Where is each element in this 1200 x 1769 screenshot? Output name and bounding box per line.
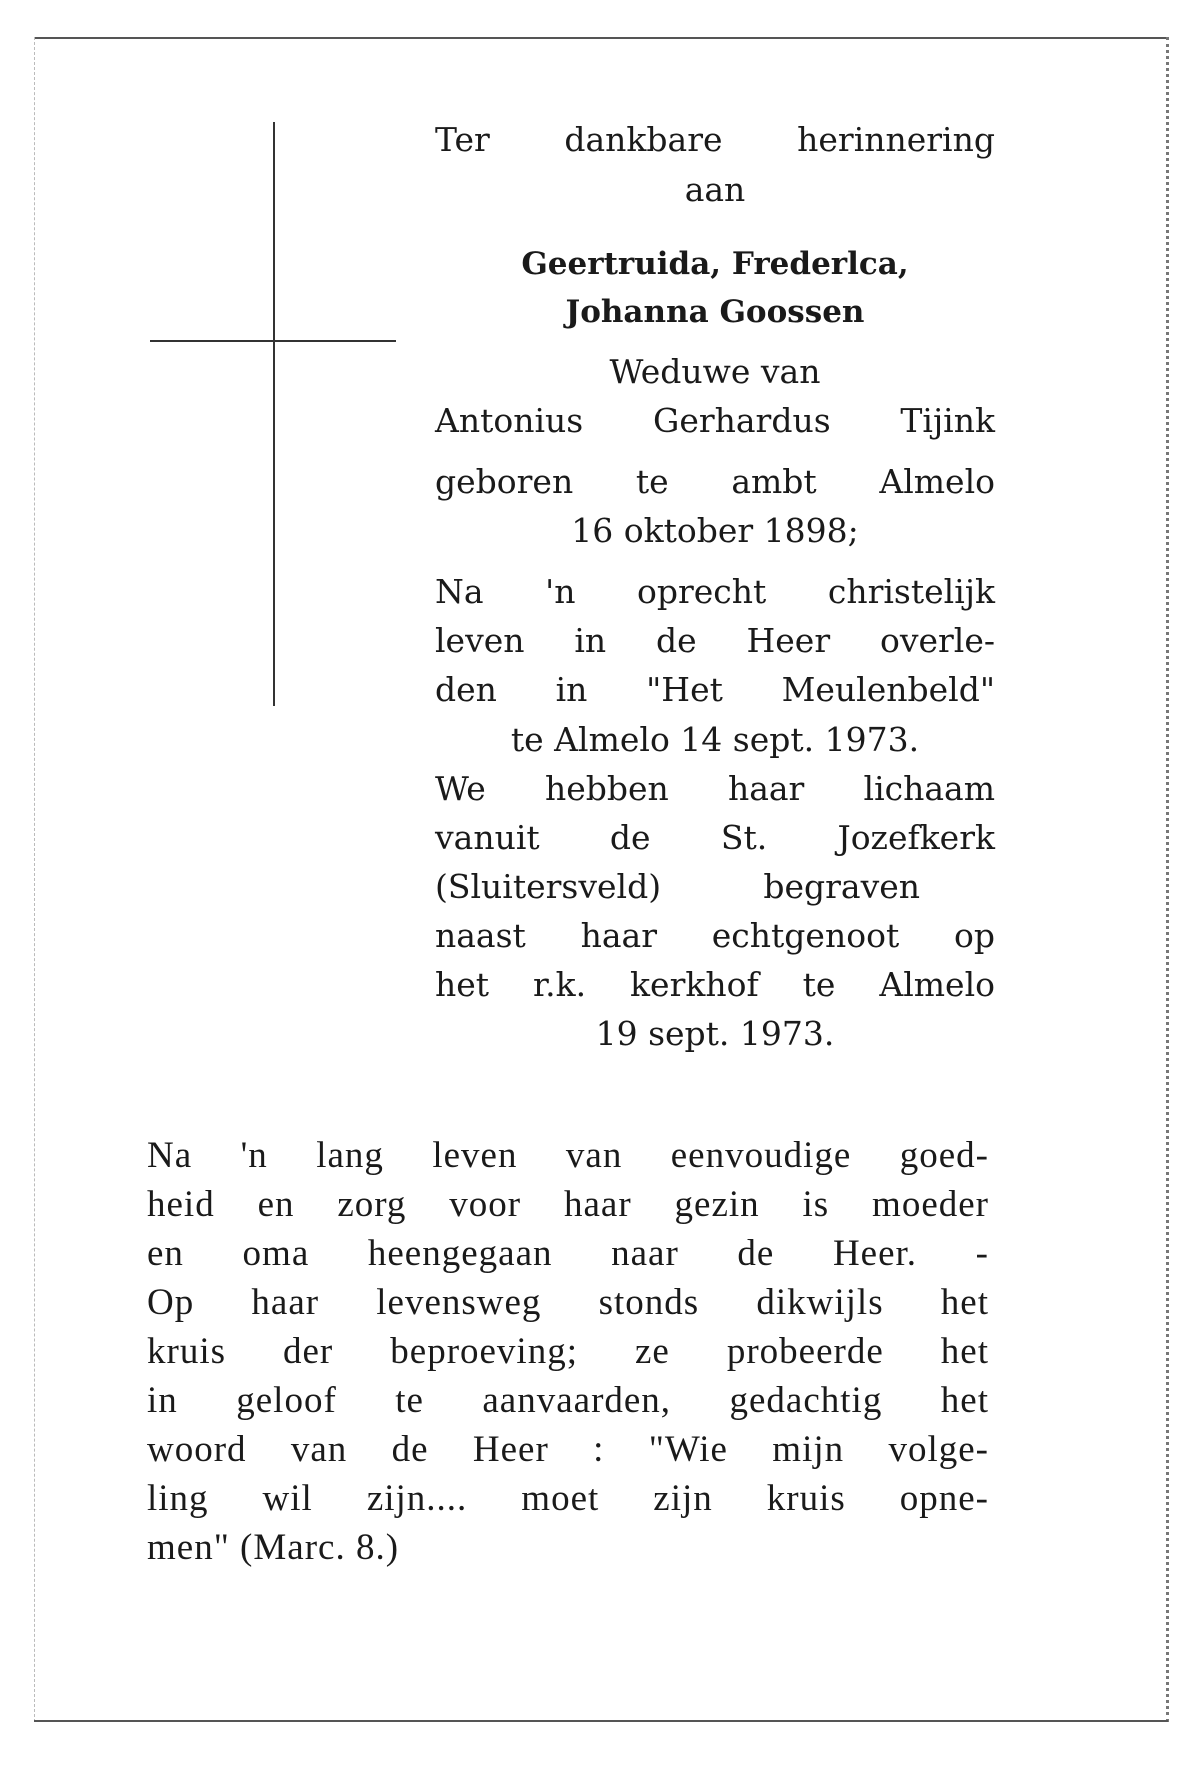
tribute-line: men" (Marc. 8.) <box>147 1527 400 1568</box>
birth-line: geboren te ambt Almelo <box>435 462 995 501</box>
tribute-line: ling wil zijn.... moet zijn kruis opne- <box>147 1478 989 1519</box>
card-border-bottom <box>34 1720 1168 1722</box>
card-border-right <box>1166 37 1169 1722</box>
tribute-line: en oma heengegaan naar de Heer. - <box>147 1233 989 1274</box>
tribute-line: heid en zorg voor haar gezin is moeder <box>147 1184 989 1225</box>
tribute-line: woord van de Heer : "Wie mijn volge- <box>147 1429 989 1470</box>
burial-line: (Sluitersveld) begraven <box>435 867 920 906</box>
tribute-line: Op haar levensweg stonds dikwijls het <box>147 1282 989 1323</box>
burial-line: het r.k. kerkhof te Almelo <box>435 965 995 1004</box>
card-border-left <box>34 37 35 1722</box>
card-border-top <box>34 37 1168 39</box>
birth-date: 16 oktober 1898; <box>571 511 859 550</box>
deceased-name: Geertruida, Frederlca, <box>521 246 909 282</box>
cross-horizontal-bar <box>150 340 396 342</box>
burial-date: 19 sept. 1973. <box>595 1014 835 1053</box>
death-line: Na 'n oprecht christelijk <box>435 572 995 611</box>
deceased-name: Johanna Goossen <box>565 294 865 330</box>
cross-vertical-bar <box>273 122 275 706</box>
header-line: Ter dankbare herinnering <box>435 120 995 159</box>
death-date: te Almelo 14 sept. 1973. <box>510 720 920 759</box>
widow-line: Weduwe van <box>609 352 821 391</box>
burial-line: naast haar echtgenoot op <box>435 916 995 955</box>
burial-line: We hebben haar lichaam <box>435 769 995 808</box>
header-line: aan <box>684 170 746 209</box>
death-line: leven in de Heer overle- <box>435 621 995 660</box>
death-line: den in "Het Meulenbeld" <box>435 670 995 709</box>
tribute-line: Na 'n lang leven van eenvoudige goed- <box>147 1135 989 1176</box>
tribute-line: in geloof te aanvaarden, gedachtig het <box>147 1380 989 1421</box>
spouse-name: Antonius Gerhardus Tijink <box>435 401 995 440</box>
burial-line: vanuit de St. Jozefkerk <box>435 818 995 857</box>
tribute-line: kruis der beproeving; ze probeerde het <box>147 1331 989 1372</box>
